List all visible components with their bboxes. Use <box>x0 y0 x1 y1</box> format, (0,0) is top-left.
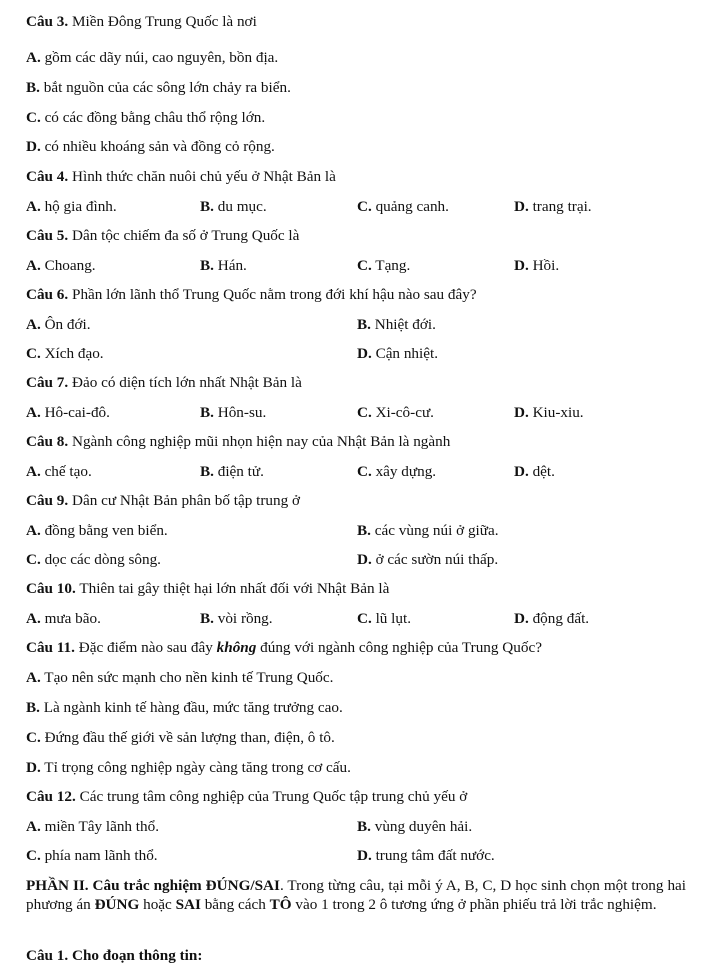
q5-option-c: C. Tạng. <box>357 257 411 274</box>
q7-option-a: A. Hô-cai-đô. <box>26 404 110 421</box>
q5-option-a: A. Choang. <box>26 257 96 274</box>
q9-option-b: B. các vùng núi ở giữa. <box>357 522 499 539</box>
q6-option-a: A. Ôn đới. <box>26 316 91 333</box>
q3-option-c: C. có các đồng bằng châu thổ rộng lớn. <box>26 109 266 126</box>
q8-option-c: C. xây dựng. <box>357 463 437 480</box>
question-5: Câu 5. Dân tộc chiếm đa số ở Trung Quốc là <box>26 227 300 244</box>
q9-option-d: D. ở các sườn núi thấp. <box>357 551 499 568</box>
q4-option-c: C. quảng canh. <box>357 198 449 215</box>
part-2-question-1: Câu 1. Cho đoạn thông tin: <box>26 947 203 964</box>
q5-option-d: D. Hồi. <box>514 257 560 274</box>
q8-option-a: A. chế tạo. <box>26 463 92 480</box>
question-11: Câu 11. Đặc điểm nào sau đây không đúng với ngành công nghiệp của Trung Quốc? <box>26 639 542 656</box>
q12-option-d: D. trung tâm đất nước. <box>357 847 495 864</box>
question-9: Câu 9. Dân cư Nhật Bản phân bố tập trung ở <box>26 492 300 509</box>
q10-option-b: B. vòi rồng. <box>200 610 273 627</box>
q12-option-b: B. vùng duyên hải. <box>357 818 473 835</box>
q11-option-d: D. Tỉ trọng công nghiệp ngày càng tăng trong cơ cấu. <box>26 759 351 776</box>
question-4: Câu 4. Hình thức chăn nuôi chủ yếu ở Nhật Bản là <box>26 168 336 185</box>
question-10: Câu 10. Thiên tai gây thiệt hại lớn nhất đối với Nhật Bản là <box>26 580 390 597</box>
q6-option-c: C. Xích đạo. <box>26 345 104 362</box>
q4-option-a: A. hộ gia đình. <box>26 198 117 215</box>
q4-option-b: B. du mục. <box>200 198 267 215</box>
q7-option-b: B. Hôn-su. <box>200 404 267 421</box>
q10-option-a: A. mưa bão. <box>26 610 101 627</box>
q3-option-a: A. gồm các dãy núi, cao nguyên, bồn địa. <box>26 49 279 66</box>
q7-option-d: D. Kiu-xiu. <box>514 404 584 421</box>
q10-option-c: C. lũ lụt. <box>357 610 412 627</box>
question-12: Câu 12. Các trung tâm công nghiệp của Trung Quốc tập trung chủ yếu ở <box>26 788 468 805</box>
q12-option-a: A. miền Tây lãnh thổ. <box>26 818 160 835</box>
q11-option-b: B. Là ngành kinh tế hàng đầu, mức tăng trưởng cao. <box>26 699 343 716</box>
q5-option-b: B. Hán. <box>200 257 247 274</box>
question-8: Câu 8. Ngành công nghiệp mũi nhọn hiện nay của Nhật Bản là ngành <box>26 433 451 450</box>
q8-option-b: B. điện tử. <box>200 463 264 480</box>
q11-option-a: A. Tạo nên sức mạnh cho nền kinh tế Trung Quốc. <box>26 669 334 686</box>
q11-option-c: C. Đứng đầu thế giới về sản lượng than, điện, ô tô. <box>26 729 335 746</box>
q3-option-b: B. bắt nguồn của các sông lớn chảy ra biển. <box>26 79 291 96</box>
question-7: Câu 7. Đảo có diện tích lớn nhất Nhật Bản là <box>26 374 302 391</box>
part-2-instructions: PHẦN II. Câu trắc nghiệm ĐÚNG/SAI. Trong từng câu, tại mỗi ý A, B, C, D học sinh chọn một trong hai phương án ĐÚNG hoặc SAI bằng cách TÔ vào 1 trong 2 ô tương ứng ở phần phiếu trả lời trắc nghiệm. <box>26 877 686 913</box>
q7-option-c: C. Xi-cô-cư. <box>357 404 434 421</box>
q6-option-b: B. Nhiệt đới. <box>357 316 436 333</box>
q10-option-d: D. động đất. <box>514 610 590 627</box>
q6-option-d: D. Cận nhiệt. <box>357 345 438 362</box>
q3-option-d: D. có nhiều khoáng sản và đồng cỏ rộng. <box>26 138 275 155</box>
question-3: Câu 3. Miền Đông Trung Quốc là nơi <box>26 13 257 30</box>
q8-option-d: D. dệt. <box>514 463 555 480</box>
q9-option-a: A. đồng bằng ven biển. <box>26 522 168 539</box>
q12-option-c: C. phía nam lãnh thổ. <box>26 847 158 864</box>
q4-option-d: D. trang trại. <box>514 198 592 215</box>
question-6: Câu 6. Phần lớn lãnh thổ Trung Quốc nằm trong đới khí hậu nào sau đây? <box>26 286 477 303</box>
q9-option-c: C. dọc các dòng sông. <box>26 551 161 568</box>
